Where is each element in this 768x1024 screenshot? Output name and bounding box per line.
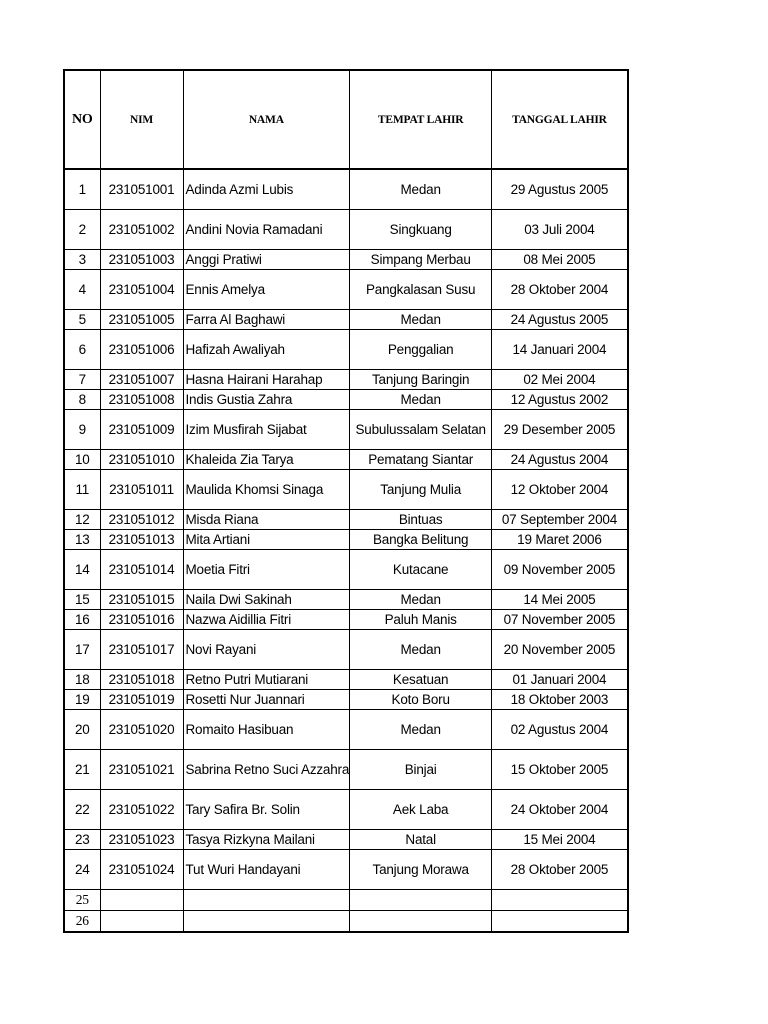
cell-tanggal-lahir: 01 Januari 2004 [492, 670, 628, 690]
cell-no: 8 [64, 390, 100, 410]
table-row [64, 390, 628, 410]
cell-nama: Tut Wuri Handayani [183, 850, 350, 890]
cell-nama: Mita Artiani [183, 530, 350, 550]
cell-tempat-lahir: Koto Boru [350, 690, 492, 710]
cell-nim: 231051006 [100, 330, 183, 370]
table-row [64, 750, 628, 790]
cell-nama: Naila Dwi Sakinah [183, 590, 350, 610]
cell-no: 23 [64, 830, 100, 850]
cell-nama [183, 911, 350, 933]
cell-tanggal-lahir [492, 911, 628, 933]
cell-no: 13 [64, 530, 100, 550]
cell-tempat-lahir: Pangkalasan Susu [350, 270, 492, 310]
table-row-empty [64, 911, 628, 933]
cell-no: 5 [64, 310, 100, 330]
cell-tempat-lahir: Subulussalam Selatan [350, 410, 492, 450]
cell-nama: Moetia Fitri [183, 550, 350, 590]
cell-tempat-lahir: Natal [350, 830, 492, 850]
cell-tempat-lahir: Medan [350, 590, 492, 610]
table-body [64, 169, 628, 932]
cell-no: 4 [64, 270, 100, 310]
table-row [64, 690, 628, 710]
cell-nim: 231051002 [100, 210, 183, 250]
cell-no: 6 [64, 330, 100, 370]
cell-tempat-lahir: Pematang Siantar [350, 450, 492, 470]
cell-tempat-lahir [350, 911, 492, 933]
cell-nama: Misda Riana [183, 510, 350, 530]
cell-nim: 231051019 [100, 690, 183, 710]
cell-nama: Anggi Pratiwi [183, 250, 350, 270]
table-row [64, 630, 628, 670]
table-row [64, 550, 628, 590]
table-row [64, 530, 628, 550]
table-row [64, 510, 628, 530]
cell-no: 12 [64, 510, 100, 530]
cell-no: 1 [64, 169, 100, 210]
cell-nim: 231051014 [100, 550, 183, 590]
cell-nim: 231051022 [100, 790, 183, 830]
cell-no: 20 [64, 710, 100, 750]
cell-no: 24 [64, 850, 100, 890]
cell-tanggal-lahir: 14 Mei 2005 [492, 590, 628, 610]
cell-nim: 231051017 [100, 630, 183, 670]
cell-tempat-lahir: Tanjung Baringin [350, 370, 492, 390]
cell-nim: 231051011 [100, 470, 183, 510]
cell-nama: Retno Putri Mutiarani [183, 670, 350, 690]
cell-nama: Tasya Rizkyna Mailani [183, 830, 350, 850]
cell-tempat-lahir [350, 890, 492, 911]
table-row [64, 330, 628, 370]
cell-nama: Maulida Khomsi Sinaga [183, 470, 350, 510]
cell-nama: Ennis Amelya [183, 270, 350, 310]
cell-tempat-lahir: Bangka Belitung [350, 530, 492, 550]
cell-nim: 231051009 [100, 410, 183, 450]
table-row [64, 670, 628, 690]
cell-nim [100, 890, 183, 911]
cell-tempat-lahir: Tanjung Mulia [350, 470, 492, 510]
cell-nim: 231051023 [100, 830, 183, 850]
cell-tanggal-lahir: 07 November 2005 [492, 610, 628, 630]
cell-nama: Hasna Hairani Harahap [183, 370, 350, 390]
header-nama: NAMA [183, 70, 350, 169]
cell-nama: Tary Safira Br. Solin [183, 790, 350, 830]
table-row [64, 710, 628, 750]
cell-nim: 231051012 [100, 510, 183, 530]
table-row [64, 850, 628, 890]
cell-tanggal-lahir: 15 Oktober 2005 [492, 750, 628, 790]
cell-no: 3 [64, 250, 100, 270]
cell-nama: Hafizah Awaliyah [183, 330, 350, 370]
cell-no: 18 [64, 670, 100, 690]
cell-tempat-lahir: Medan [350, 390, 492, 410]
table-row [64, 210, 628, 250]
table-row [64, 610, 628, 630]
cell-no: 14 [64, 550, 100, 590]
header-nim: NIM [100, 70, 183, 169]
table-row-empty [64, 890, 628, 911]
cell-nama [183, 890, 350, 911]
cell-no: 26 [64, 911, 100, 933]
cell-nim: 231051015 [100, 590, 183, 610]
cell-tanggal-lahir: 20 November 2005 [492, 630, 628, 670]
cell-nama: Rosetti Nur Juannari [183, 690, 350, 710]
cell-nama: Khaleida Zia Tarya [183, 450, 350, 470]
cell-tanggal-lahir: 24 Oktober 2004 [492, 790, 628, 830]
cell-nama: Nazwa Aidillia Fitri [183, 610, 350, 630]
cell-tanggal-lahir: 29 Agustus 2005 [492, 169, 628, 210]
cell-nama: Izim Musfirah Sijabat [183, 410, 350, 450]
cell-tempat-lahir: Medan [350, 310, 492, 330]
table-row [64, 270, 628, 310]
cell-no: 2 [64, 210, 100, 250]
cell-tanggal-lahir [492, 890, 628, 911]
table-row [64, 410, 628, 450]
cell-tanggal-lahir: 15 Mei 2004 [492, 830, 628, 850]
cell-no: 10 [64, 450, 100, 470]
cell-nim: 231051013 [100, 530, 183, 550]
cell-no: 7 [64, 370, 100, 390]
student-table [63, 69, 629, 933]
cell-nim [100, 911, 183, 933]
cell-nim: 231051003 [100, 250, 183, 270]
cell-nama: Novi Rayani [183, 630, 350, 670]
table-row [64, 470, 628, 510]
header-no: NO [64, 70, 100, 169]
cell-tempat-lahir: Aek Laba [350, 790, 492, 830]
cell-no: 17 [64, 630, 100, 670]
cell-tanggal-lahir: 28 Oktober 2004 [492, 270, 628, 310]
cell-tanggal-lahir: 12 Agustus 2002 [492, 390, 628, 410]
cell-tanggal-lahir: 07 September 2004 [492, 510, 628, 530]
cell-tempat-lahir: Binjai [350, 750, 492, 790]
cell-nim: 231051010 [100, 450, 183, 470]
cell-nim: 231051018 [100, 670, 183, 690]
cell-nama: Andini Novia Ramadani [183, 210, 350, 250]
cell-tanggal-lahir: 12 Oktober 2004 [492, 470, 628, 510]
cell-tanggal-lahir: 28 Oktober 2005 [492, 850, 628, 890]
cell-tempat-lahir: Simpang Merbau [350, 250, 492, 270]
cell-tanggal-lahir: 24 Agustus 2005 [492, 310, 628, 330]
cell-tempat-lahir: Medan [350, 630, 492, 670]
cell-tempat-lahir: Bintuas [350, 510, 492, 530]
table-row [64, 790, 628, 830]
cell-tanggal-lahir: 19 Maret 2006 [492, 530, 628, 550]
cell-nim: 231051016 [100, 610, 183, 630]
cell-nama: Indis Gustia Zahra [183, 390, 350, 410]
table-row [64, 370, 628, 390]
cell-no: 25 [64, 890, 100, 911]
header-tanggal-lahir: TANGGAL LAHIR [492, 70, 628, 169]
cell-tanggal-lahir: 08 Mei 2005 [492, 250, 628, 270]
cell-no: 11 [64, 470, 100, 510]
cell-nim: 231051001 [100, 169, 183, 210]
header-tempat-lahir: TEMPAT LAHIR [350, 70, 492, 169]
cell-tempat-lahir: Singkuang [350, 210, 492, 250]
cell-tempat-lahir: Tanjung Morawa [350, 850, 492, 890]
cell-tanggal-lahir: 18 Oktober 2003 [492, 690, 628, 710]
cell-nama: Romaito Hasibuan [183, 710, 350, 750]
cell-tanggal-lahir: 09 November 2005 [492, 550, 628, 590]
cell-tempat-lahir: Kesatuan [350, 670, 492, 690]
cell-tempat-lahir: Medan [350, 710, 492, 750]
header-row [64, 70, 628, 169]
cell-nim: 231051021 [100, 750, 183, 790]
cell-nim: 231051024 [100, 850, 183, 890]
cell-no: 19 [64, 690, 100, 710]
cell-tanggal-lahir: 02 Mei 2004 [492, 370, 628, 390]
cell-tanggal-lahir: 14 Januari 2004 [492, 330, 628, 370]
cell-tempat-lahir: Paluh Manis [350, 610, 492, 630]
cell-no: 21 [64, 750, 100, 790]
cell-no: 16 [64, 610, 100, 630]
cell-tanggal-lahir: 02 Agustus 2004 [492, 710, 628, 750]
cell-tanggal-lahir: 24 Agustus 2004 [492, 450, 628, 470]
cell-nim: 231051008 [100, 390, 183, 410]
cell-tanggal-lahir: 03 Juli 2004 [492, 210, 628, 250]
cell-tempat-lahir: Penggalian [350, 330, 492, 370]
cell-nim: 231051007 [100, 370, 183, 390]
table-row [64, 830, 628, 850]
cell-no: 15 [64, 590, 100, 610]
table-row [64, 310, 628, 330]
cell-no: 9 [64, 410, 100, 450]
cell-nama: Sabrina Retno Suci Azzahra [183, 750, 350, 790]
table-row [64, 590, 628, 610]
cell-nama: Farra Al Baghawi [183, 310, 350, 330]
cell-tempat-lahir: Medan [350, 169, 492, 210]
cell-tempat-lahir: Kutacane [350, 550, 492, 590]
table-row [64, 169, 628, 210]
cell-nim: 231051005 [100, 310, 183, 330]
cell-nim: 231051020 [100, 710, 183, 750]
cell-nama: Adinda Azmi Lubis [183, 169, 350, 210]
table-row [64, 450, 628, 470]
table-row [64, 250, 628, 270]
cell-nim: 231051004 [100, 270, 183, 310]
cell-no: 22 [64, 790, 100, 830]
cell-tanggal-lahir: 29 Desember 2005 [492, 410, 628, 450]
